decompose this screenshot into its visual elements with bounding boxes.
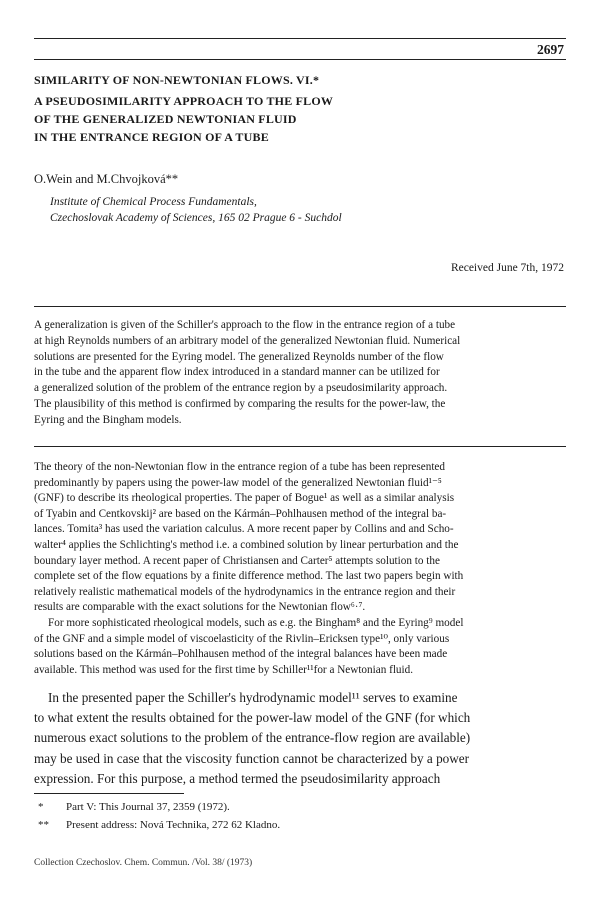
body-line: of the GNF and a simple model of viscoelasticity of the Rivlin–Ericksen type¹⁰, only various <box>34 632 450 645</box>
abstract-line: solutions are presented for the Eyring model. The generalized Reynolds number of the flow <box>34 350 444 363</box>
footnote-text: Present address: Nová Technika, 272 62 Kladno. <box>66 819 281 831</box>
main-title-line-3: IN THE ENTRANCE REGION OF A TUBE <box>34 130 269 144</box>
abstract-bottom-rule <box>34 446 566 447</box>
header-rule-lower <box>34 59 566 60</box>
title-block <box>34 71 566 146</box>
body-line: results are comparable with the exact solutions for the Newtonian flow⁶·⁷. <box>34 601 366 614</box>
journal-colophon: Collection Czechoslov. Chem. Commun. /Vol. 38/ (1973) <box>34 858 253 868</box>
body-line: lances. Tomita³ has used the variation calculus. A more recent paper by Collins and and Scho- <box>34 523 454 536</box>
series-title: SIMILARITY OF NON-NEWTONIAN FLOWS. VI.* <box>34 73 320 87</box>
introduction-text <box>34 460 566 678</box>
footnote-1 <box>38 799 230 816</box>
abstract-line: in the tube and the apparent flow index introduced in a standard manner can be utilized for <box>34 366 440 379</box>
abstract-line: a generalized solution of the problem of the entrance region by a pseudosimilarity approach. <box>34 382 448 395</box>
footnote-2 <box>38 817 280 834</box>
abstract-line: A generalization is given of the Schiller's approach to the flow in the entrance region of a tube <box>34 319 456 331</box>
header-rule <box>34 38 566 39</box>
abstract-line: Eyring and the Bingham models. <box>34 413 182 426</box>
body-line: predominantly by papers using the power-law model of the generalized Newtonian fluid¹⁻⁵ <box>34 476 442 489</box>
affiliation-line-2: Czechoslovak Academy of Sciences, 165 02 Prague 6 - Suchdol <box>50 212 342 224</box>
received-date: Received June 7th, 1972 <box>450 262 564 274</box>
abstract-top-rule <box>34 306 566 307</box>
body-line: walter⁴ applies the Schlichting's method i.e. a combined solution by linear perturbation and the <box>34 538 459 551</box>
page-number: 2697 <box>537 42 564 57</box>
body-line: (GNF) to describe its rheological properties. The paper of Bogue¹ as well as a similar analysis <box>34 492 455 505</box>
footnote-mark: * <box>38 801 44 813</box>
body-line: to what extent the results obtained for the power-law model of the GNF (for which <box>34 710 471 726</box>
body-line: of Tyabin and Centkovskij² are based on the Kármán–Pohlhausen method of the integral ba- <box>34 507 447 520</box>
body-line: For more sophisticated rheological models, such as e.g. the Bingham⁸ and the Eyring⁹ model <box>48 616 464 629</box>
authors: O.Wein and M.Chvojková** <box>34 172 179 186</box>
body-line: numerous exact solutions to the problem of the entrance-flow region are available) <box>34 730 471 746</box>
abstract <box>34 318 566 429</box>
main-title-line-2: OF THE GENERALIZED NEWTONIAN FLUID <box>34 112 297 126</box>
footnote-mark: ** <box>38 819 49 831</box>
footnote-text: Part V: This Journal 37, 2359 (1972). <box>66 801 230 813</box>
body-line: In the presented paper the Schiller's hydrodynamic model¹¹ serves to examine <box>48 690 458 705</box>
main-text <box>34 688 566 789</box>
body-line: complete set of the flow equations by a finite difference method. The last two papers begin with <box>34 570 464 583</box>
abstract-line: The plausibility of this method is confirmed by comparing the results for the power-law, the <box>34 397 446 410</box>
affiliation <box>50 194 342 226</box>
footnote-rule <box>34 793 184 794</box>
body-line: available. This method was used for the first time by Schiller¹¹for a Newtonian fluid. <box>34 663 414 676</box>
body-line: The theory of the non-Newtonian flow in the entrance region of a tube has been represented <box>34 461 445 473</box>
affiliation-line-1: Institute of Chemical Process Fundamentals, <box>50 196 257 208</box>
body-line: may be used in case that the viscosity function cannot be characterized by a power <box>34 750 470 766</box>
body-line: boundary layer method. A recent paper of Christiansen and Carter⁵ attempts solution to the <box>34 554 440 567</box>
main-title-line-1: A PSEUDOSIMILARITY APPROACH TO THE FLOW <box>34 94 334 108</box>
body-line: relatively realistic mathematical models of the hydrodynamics in the entrance region and their <box>34 585 456 598</box>
body-line: expression. For this purpose, a method termed the pseudosimilarity approach <box>34 770 441 786</box>
body-line: solutions based on the Kármán–Pohlhausen method of the integral balances have been made <box>34 648 448 661</box>
abstract-line: at high Reynolds numbers of an arbitrary model of the generalized Newtonian fluid. Numerical <box>34 334 461 347</box>
